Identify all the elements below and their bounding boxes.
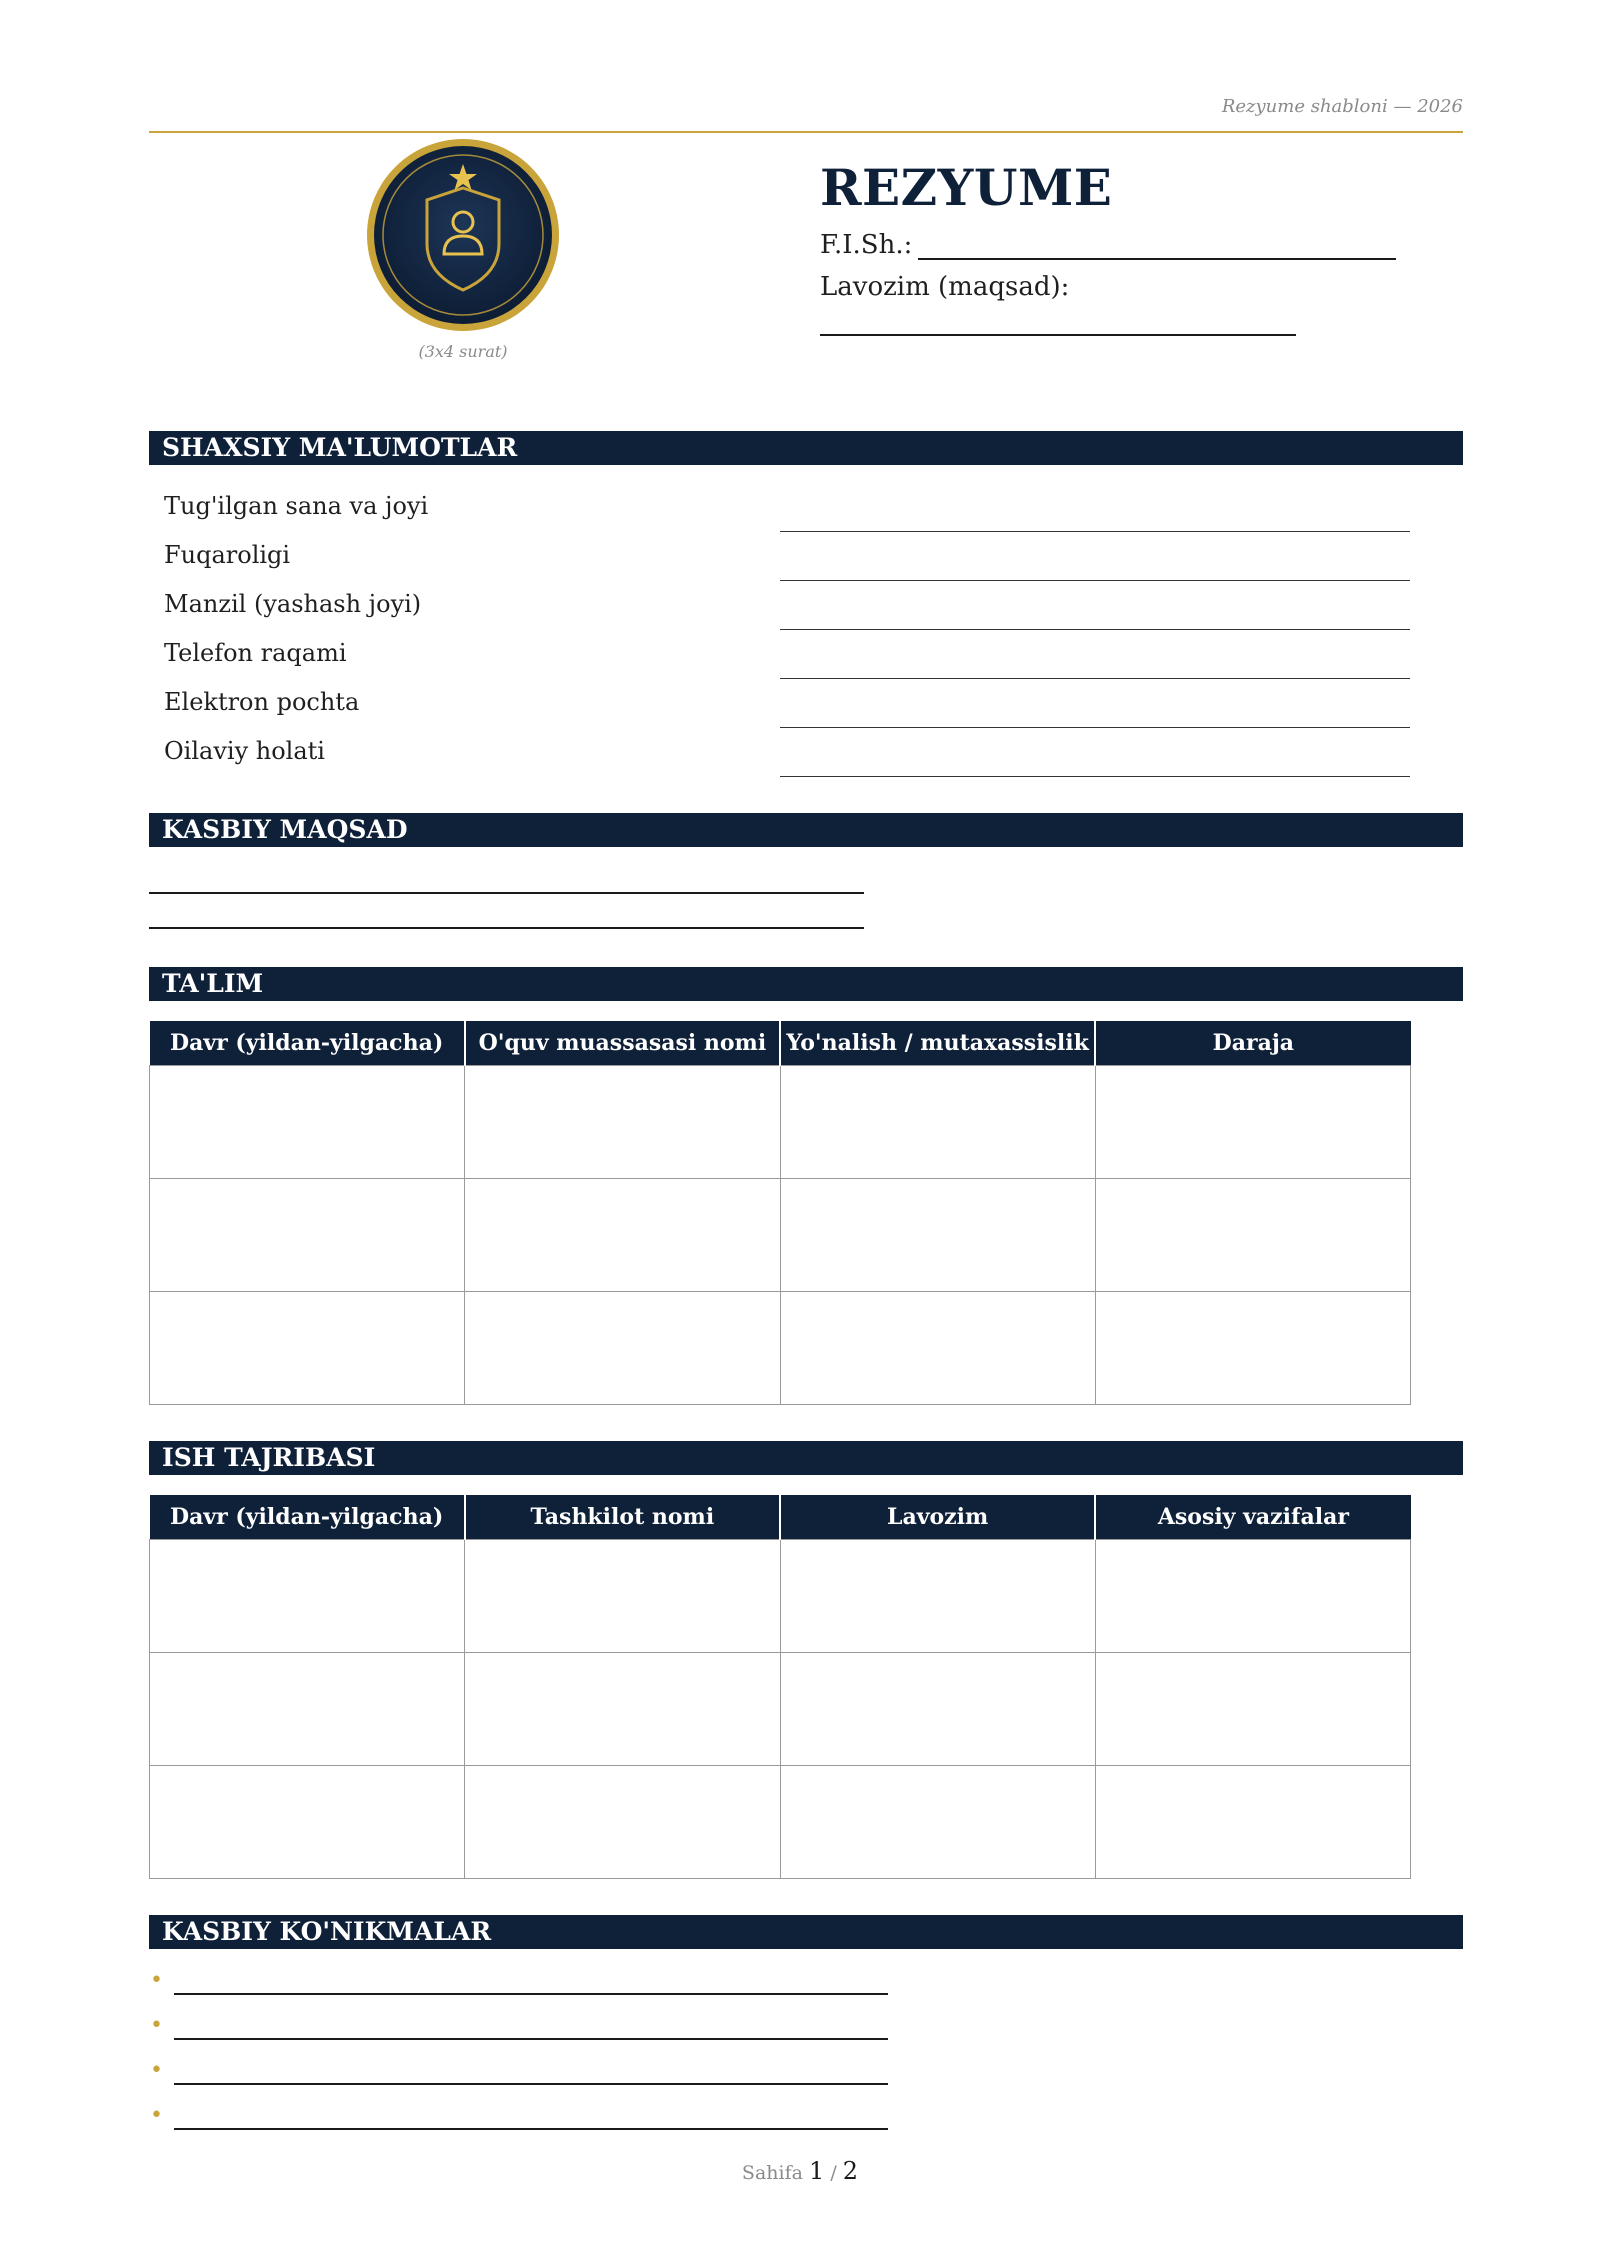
table-cell[interactable] [780, 1066, 1095, 1179]
page-separator: / [830, 2162, 837, 2184]
table-cell[interactable] [465, 1540, 780, 1653]
experience-col-duties: Asosiy vazifalar [1095, 1495, 1410, 1540]
table-cell[interactable] [150, 1540, 465, 1653]
education-col-degree: Daraja [1095, 1021, 1410, 1066]
field-label-birth: Tug'ilgan sana va joyi [164, 492, 429, 520]
shield-person-star-icon [364, 136, 562, 334]
table-cell[interactable] [1095, 1653, 1410, 1766]
field-label-email: Elektron pochta [164, 688, 360, 716]
field-line-phone[interactable] [780, 678, 1410, 679]
education-col-major: Yo'nalish / mutaxassislik [780, 1021, 1095, 1066]
bullet-icon: • [150, 1968, 163, 1993]
table-cell[interactable] [150, 1066, 465, 1179]
field-line-address[interactable] [780, 629, 1410, 630]
goal-line-1[interactable] [149, 892, 864, 894]
skill-line-2[interactable] [174, 2038, 888, 2040]
skill-line-4[interactable] [174, 2128, 888, 2130]
header-divider [149, 131, 1463, 133]
table-cell[interactable] [1095, 1179, 1410, 1292]
bullet-icon: • [150, 2103, 163, 2128]
section-experience-heading: ISH TAJRIBASI [149, 1441, 1463, 1475]
table-cell[interactable] [465, 1653, 780, 1766]
table-cell[interactable] [1095, 1540, 1410, 1653]
fio-field[interactable] [820, 230, 1396, 260]
fio-label: F.I.Sh.: [820, 230, 913, 260]
education-header-row [150, 1021, 1411, 1066]
table-cell[interactable] [465, 1766, 780, 1879]
table-cell[interactable] [465, 1292, 780, 1405]
experience-table [149, 1495, 1411, 1879]
skill-line-1[interactable] [174, 1993, 888, 1995]
experience-header-row [150, 1495, 1411, 1540]
section-goal-heading: KASBIY MAQSAD [149, 813, 1463, 847]
table-cell[interactable] [150, 1292, 465, 1405]
table-row [150, 1766, 1411, 1879]
field-line-birth[interactable] [780, 531, 1410, 532]
table-cell[interactable] [465, 1066, 780, 1179]
table-cell[interactable] [150, 1653, 465, 1766]
bullet-icon: • [150, 2013, 163, 2038]
page-current: 1 [809, 2157, 825, 2185]
table-cell[interactable] [780, 1766, 1095, 1879]
table-cell[interactable] [780, 1179, 1095, 1292]
experience-col-position: Lavozim [780, 1495, 1095, 1540]
table-cell[interactable] [1095, 1066, 1410, 1179]
table-cell[interactable] [1095, 1766, 1410, 1879]
photo-placeholder[interactable] [364, 136, 562, 334]
table-row [150, 1653, 1411, 1766]
skill-line-3[interactable] [174, 2083, 888, 2085]
experience-col-organization: Tashkilot nomi [465, 1495, 780, 1540]
field-line-marital[interactable] [780, 776, 1410, 777]
field-line-email[interactable] [780, 727, 1410, 728]
position-blank-line[interactable] [820, 334, 1296, 336]
table-cell[interactable] [1095, 1292, 1410, 1405]
experience-col-period: Davr (yildan-yilgacha) [150, 1495, 465, 1540]
photo-caption: (3x4 surat) [418, 342, 508, 361]
section-personal-heading: SHAXSIY MA'LUMOTLAR [149, 431, 1463, 465]
page-footer [0, 2157, 1600, 2185]
education-col-institution: O'quv muassasasi nomi [465, 1021, 780, 1066]
table-cell[interactable] [150, 1766, 465, 1879]
table-cell[interactable] [780, 1540, 1095, 1653]
page-title: REZYUME [820, 158, 1113, 217]
field-label-marital: Oilaviy holati [164, 737, 325, 765]
table-cell[interactable] [150, 1179, 465, 1292]
table-cell[interactable] [780, 1653, 1095, 1766]
table-row [150, 1540, 1411, 1653]
table-cell[interactable] [780, 1292, 1095, 1405]
field-label-citizenship: Fuqaroligi [164, 541, 291, 569]
section-education-heading: TA'LIM [149, 967, 1463, 1001]
education-table [149, 1021, 1411, 1405]
section-skills-heading: KASBIY KO'NIKMALAR [149, 1915, 1463, 1949]
table-row [150, 1292, 1411, 1405]
table-cell[interactable] [465, 1179, 780, 1292]
education-col-period: Davr (yildan-yilgacha) [150, 1021, 465, 1066]
position-label: Lavozim (maqsad): [820, 272, 1070, 302]
fio-blank-line[interactable] [918, 232, 1396, 260]
table-row [150, 1066, 1411, 1179]
page-total: 2 [842, 2157, 859, 2185]
bullet-icon: • [150, 2058, 163, 2083]
field-label-address: Manzil (yashash joyi) [164, 590, 422, 618]
table-row [150, 1179, 1411, 1292]
page-label: Sahifa [741, 2162, 803, 2184]
running-head: Rezyume shabloni — 2026 [1221, 96, 1463, 117]
field-line-citizenship[interactable] [780, 580, 1410, 581]
goal-line-2[interactable] [149, 927, 864, 929]
field-label-phone: Telefon raqami [164, 639, 347, 667]
